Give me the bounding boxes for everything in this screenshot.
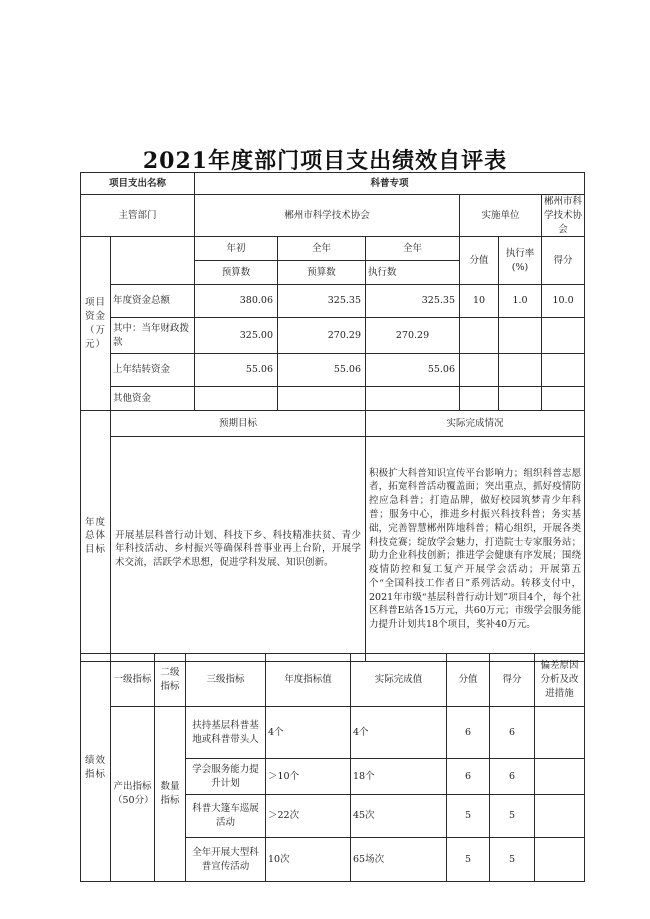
dept-value: 郴州市科学技术协会	[195, 195, 460, 237]
indicator-target: 10次	[266, 838, 351, 882]
funds-row-label: 其中：当年财政拨款	[111, 318, 195, 354]
indicator-l3: 科普大篷车巡展活动	[186, 795, 266, 838]
indicator-l3: 扶持基层科普基地或科普带头人	[186, 707, 266, 759]
goals-side-label: 年度总体目标	[81, 411, 111, 662]
indicator-score: 5	[447, 838, 490, 882]
page-title: 2021年度部门项目支出绩效自评表	[142, 148, 508, 174]
funds-row-score	[460, 354, 499, 387]
funds-row-initial: 380.06	[195, 285, 278, 318]
indicator-score: 5	[447, 795, 490, 838]
col-ind-got: 得分	[490, 654, 535, 707]
dept-label: 主管部门	[81, 195, 195, 237]
indicator-actual: 4个	[351, 707, 447, 759]
indicator-score: 6	[447, 707, 490, 759]
funds-row-label: 上年结转资金	[111, 354, 195, 387]
indicator-l3: 全年开展大型科普宣传活动	[186, 838, 266, 882]
funds-row-exec: 270.29	[366, 318, 460, 354]
expected-goal-header: 预期目标	[111, 411, 366, 437]
indicator-score: 6	[447, 759, 490, 795]
col-got: 得分	[542, 237, 585, 285]
col-target: 年度指标值	[266, 654, 351, 707]
col-initial-bottom: 预算数	[195, 261, 278, 285]
col-ind-score: 分值	[447, 654, 490, 707]
funds-row-score: 10	[460, 285, 499, 318]
actual-goal-text: 积极扩大科普知识宣传平台影响力；组织科普志愿者，拓宽科普活动覆盖面；突出重点，抓好疫情防控应急科普；打造品牌，做好校园筑梦青少年科普；服务中心，推进乡村振兴科技科普；务实基础，完善智慧郴州阵地科普；精心组织，开展各类科技竞赛；绽放学会魅力，打造院士专家服务站；助力企业科技创新；推进学会健康有序发展；围绕疫情防控和复工复产开展学会活动；开展第五个“全国科技工作者日”系列活动。转移支付中，2021年市级“基层科普行动计划”项目4个，每个社区科普E站各15万元，共60万元；市级学会服务能力提升计划共18个项目，奖补40万元。	[366, 437, 585, 662]
col-exec-top: 全年	[366, 237, 460, 261]
indicator-got: 5	[490, 795, 535, 838]
col-actual: 实际完成值	[351, 654, 447, 707]
indicator-reason	[535, 707, 585, 759]
indicator-got: 6	[490, 759, 535, 795]
funds-blank-header	[111, 237, 195, 285]
col-l1: 一级指标	[111, 654, 155, 707]
indicator-target: 4个	[266, 707, 351, 759]
indicators-side-label: 绩效指标	[81, 654, 111, 882]
funds-row-score	[460, 318, 499, 354]
indicator-reason	[535, 838, 585, 882]
funds-row-got: 10.0	[542, 285, 585, 318]
l2-quantity: 数量指标	[155, 707, 186, 882]
funds-row-full: 270.29	[278, 318, 366, 354]
funds-row-exec	[366, 387, 460, 411]
indicator-got: 5	[490, 838, 535, 882]
indicator-target: ＞10个	[266, 759, 351, 795]
funds-row-rate	[499, 318, 542, 354]
funds-row-got	[542, 318, 585, 354]
funds-row-initial: 55.06	[195, 354, 278, 387]
exec-unit-label: 实施单位	[460, 195, 542, 237]
col-exec-bottom: 执行数	[366, 261, 460, 285]
funds-row-label: 其他资金	[111, 387, 195, 411]
funds-side-label: 项目资金（万元）	[81, 237, 111, 411]
indicator-got: 6	[490, 707, 535, 759]
l1-output: 产出指标（50分）	[111, 707, 155, 882]
col-reason: 偏差原因分析及改进措施	[535, 654, 585, 707]
col-full-bottom: 预算数	[278, 261, 366, 285]
indicators-table	[80, 653, 585, 882]
funds-row-label: 年度资金总额	[111, 285, 195, 318]
funds-row-got	[542, 387, 585, 411]
funds-row-full	[278, 387, 366, 411]
indicator-target: ＞22次	[266, 795, 351, 838]
main-table	[80, 172, 585, 662]
funds-row-exec: 55.06	[366, 354, 460, 387]
funds-row-initial: 325.00	[195, 318, 278, 354]
indicator-actual: 45次	[351, 795, 447, 838]
funds-row-rate: 1.0	[499, 285, 542, 318]
indicator-reason	[535, 759, 585, 795]
indicator-actual: 65场次	[351, 838, 447, 882]
funds-row-rate	[499, 387, 542, 411]
col-initial-top: 年初	[195, 237, 278, 261]
indicator-reason	[535, 795, 585, 838]
col-rate: 执行率(%)	[499, 237, 542, 285]
funds-row-rate	[499, 354, 542, 387]
col-score: 分值	[460, 237, 499, 285]
funds-row-full: 325.35	[278, 285, 366, 318]
col-full-top: 全年	[278, 237, 366, 261]
indicator-actual: 18个	[351, 759, 447, 795]
funds-row-got	[542, 354, 585, 387]
indicator-l3: 学会服务能力提升计划	[186, 759, 266, 795]
funds-row-initial	[195, 387, 278, 411]
col-l3: 三级指标	[186, 654, 266, 707]
col-l2: 二级指标	[155, 654, 186, 707]
exec-unit-value: 郴州市科学技术协会	[542, 195, 585, 237]
funds-row-exec: 325.35	[366, 285, 460, 318]
funds-row-full: 55.06	[278, 354, 366, 387]
expected-goal-text: 开展基层科普行动计划、科技下乡、科技精准扶贫、青少年科技活动、乡村振兴等确保科普事业再上台阶，开展学术交流，活跃学术思想，促进学科发展、知识创新。	[111, 437, 366, 662]
actual-goal-header: 实际完成情况	[366, 411, 585, 437]
project-name-value: 科普专项	[195, 173, 585, 195]
project-name-label: 项目支出名称	[81, 173, 195, 195]
funds-row-score	[460, 387, 499, 411]
